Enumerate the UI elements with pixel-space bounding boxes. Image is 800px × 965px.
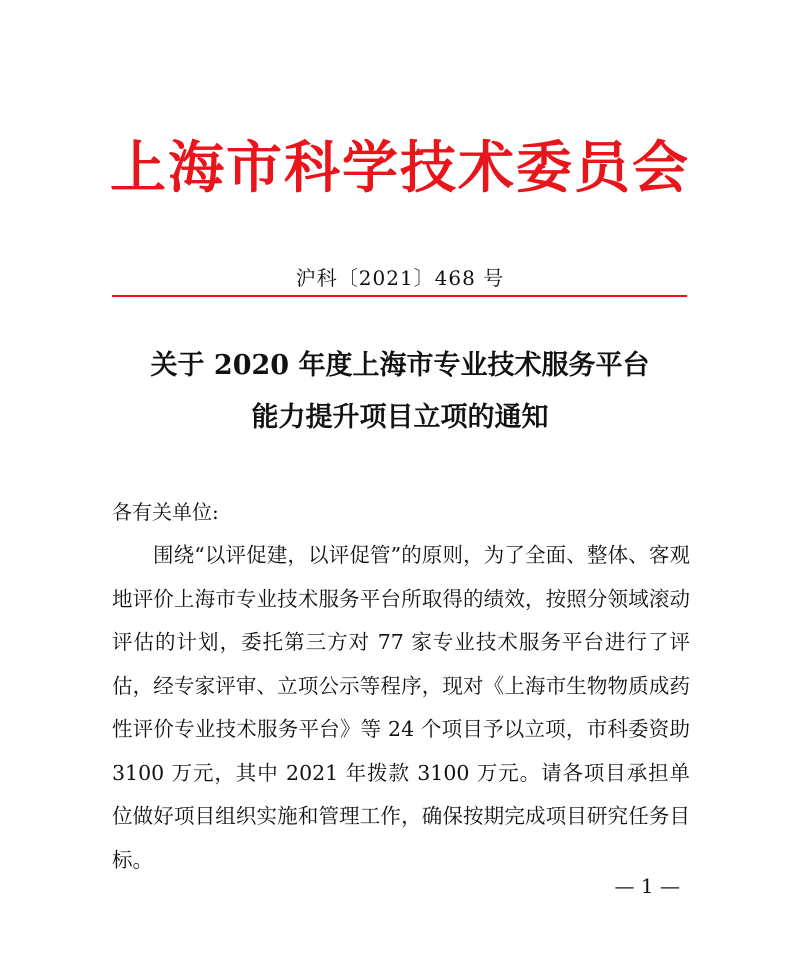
issuer-masthead: 上海市科学技术委员会	[110, 135, 690, 201]
title-line-1: 关于 2020 年度上海市专业技术服务平台	[150, 350, 650, 381]
title-line-2: 能力提升项目立项的通知	[251, 402, 549, 433]
document-title	[100, 340, 700, 444]
body-paragraph: 围绕“以评促建，以评促管”的原则，为了全面、整体、客观地评价上海市专业技术服务平台所取得的绩效，按照分领域滚动评估的计划，委托第三方对 77 家专业技术服务平台进行了评估，经专家评审、立项公示等程序，现对《上海市生物物质成药性评价专业技术服务平台》等 24 个项目予以立项，市科委资助 3100 万元，其中 2021 年拨款 3100 万元。请各项目承担单位做好项目组织实施和管理工作，确保按期完成项目研究任务目标。	[112, 543, 690, 872]
document-number: 沪科〔2021〕468 号	[295, 266, 505, 290]
red-divider-line	[112, 295, 687, 297]
salutation: 各有关单位:	[112, 500, 219, 524]
page-number: — 1 —	[614, 874, 680, 898]
